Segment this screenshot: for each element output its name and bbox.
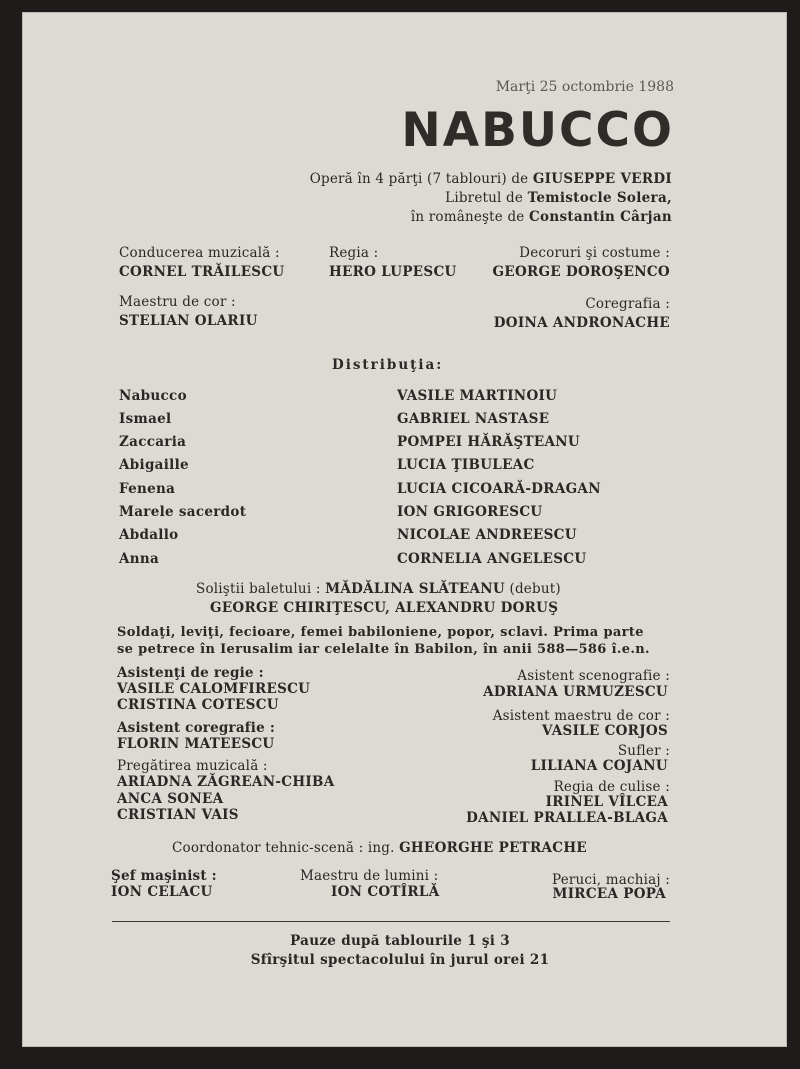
cast-role: Abigaille bbox=[119, 457, 189, 473]
cast-singer: LUCIA ŢIBULEAC bbox=[397, 457, 535, 473]
cast-singer: VASILE MARTINOIU bbox=[397, 388, 558, 404]
cast-singer: LUCIA CICOARĂ-DRAGAN bbox=[397, 481, 601, 497]
performance-date: Marţi 25 octombrie 1988 bbox=[495, 79, 674, 95]
design-label: Decoruri şi costume : bbox=[519, 245, 670, 261]
cast-singer: POMPEI HĂRĂŞTEANU bbox=[397, 434, 581, 450]
assistant-director-label: Asistenţi de regie : bbox=[117, 665, 264, 681]
cast-role: Nabucco bbox=[119, 388, 187, 404]
assistant-choreography-label: Asistent coregrafie : bbox=[117, 720, 276, 736]
musical-preparation-name: ARIADNA ZĂGREAN-CHIBA bbox=[117, 774, 335, 790]
conductor-label: Conducerea muzicală : bbox=[119, 245, 280, 261]
assistant-scenography-label: Asistent scenografie : bbox=[517, 668, 670, 684]
assistant-director-name: VASILE CALOMFIRESCU bbox=[117, 681, 311, 697]
chief-machinist-name: ION CELACU bbox=[111, 884, 213, 900]
ballet-other-soloists: GEORGE CHIRIŢESCU, ALEXANDRU DORUŞ bbox=[210, 600, 559, 616]
setting-line-2: se petrece în Ierusalim iar celelalte în Babilon, în anii 588—586 î.e.n. bbox=[117, 642, 650, 657]
wigs-makeup-name: MIRCEA POPA bbox=[552, 886, 666, 902]
librettist-name: Temistocle Solera, bbox=[527, 190, 672, 206]
cast-singer: ION GRIGORESCU bbox=[397, 504, 543, 520]
conductor-name: CORNEL TRĂILESCU bbox=[119, 264, 285, 280]
libretto-prefix: Libretul de bbox=[445, 190, 528, 206]
intermissions-note: Pauze după tablourile 1 şi 3 bbox=[290, 933, 510, 949]
subtitle-prefix: Operă în 4 părţi (7 tablouri) de bbox=[309, 171, 533, 187]
technical-coordinator-name: GHEORGHE PETRACHE bbox=[399, 840, 587, 856]
choreography-label: Coregrafia : bbox=[585, 296, 670, 312]
stage-management-name: DANIEL PRALLEA-BLAGA bbox=[466, 810, 668, 826]
subtitle-line-3 bbox=[411, 209, 672, 225]
ballet-label: Soliştii baletului : bbox=[196, 581, 321, 597]
cast-role: Zaccaria bbox=[119, 434, 187, 450]
cast-singer: GABRIEL NASTASE bbox=[397, 411, 550, 427]
lighting-master-name: ION COTÎRLĂ bbox=[331, 884, 440, 900]
director-label: Regia : bbox=[329, 245, 379, 261]
musical-preparation-name: ANCA SONEA bbox=[117, 791, 224, 807]
translation-prefix: în româneşte de bbox=[410, 209, 529, 225]
musical-preparation-name: CRISTIAN VAIS bbox=[117, 807, 239, 823]
composer-name: GIUSEPPE VERDI bbox=[532, 171, 672, 187]
chorus-master-label: Maestru de cor : bbox=[119, 294, 236, 310]
cast-role: Marele sacerdot bbox=[119, 504, 247, 520]
cast-heading: Distribuţia: bbox=[332, 357, 444, 373]
cast-role: Anna bbox=[119, 551, 160, 567]
cast-role: Fenena bbox=[119, 481, 176, 497]
lighting-master-label: Maestru de lumini : bbox=[300, 868, 439, 884]
technical-coordinator-line bbox=[172, 840, 587, 856]
prompter-label: Sufler : bbox=[617, 743, 670, 759]
end-time-note: Sfîrşitul spectacolului în jurul orei 21 bbox=[250, 952, 550, 968]
debut-note: (debut) bbox=[509, 581, 561, 597]
design-name: GEORGE DOROŞENCO bbox=[492, 264, 670, 280]
setting-line-1: Soldaţi, leviţi, fecioare, femei babiloniene, popor, sclavi. Prima parte bbox=[117, 625, 644, 640]
prompter-name: LILIANA COJANU bbox=[530, 758, 668, 774]
choreographer-name: DOINA ANDRONACHE bbox=[493, 315, 670, 331]
assistant-director-name: CRISTINA COTESCU bbox=[117, 697, 279, 713]
assistant-scenographer-name: ADRIANA URMUZESCU bbox=[483, 684, 668, 700]
cast-role: Ismael bbox=[119, 411, 172, 427]
chief-machinist-label: Şef maşinist : bbox=[111, 868, 217, 884]
stage-management-label: Regia de culise : bbox=[553, 779, 670, 795]
translator-name: Constantin Cârjan bbox=[529, 209, 672, 225]
assistant-choreographer-name: FLORIN MATEESCU bbox=[117, 736, 275, 752]
musical-preparation-label: Pregătirea muzicală : bbox=[117, 758, 268, 774]
director-name: HERO LUPESCU bbox=[329, 264, 457, 280]
chorus-master-name: STELIAN OLARIU bbox=[119, 313, 258, 329]
assistant-chorus-master-label: Asistent maestru de cor : bbox=[492, 708, 670, 724]
cast-singer: NICOLAE ANDREESCU bbox=[397, 527, 577, 543]
cast-singer: CORNELIA ANGELESCU bbox=[397, 551, 587, 567]
subtitle-line-1 bbox=[310, 171, 672, 187]
divider-rule bbox=[112, 921, 670, 922]
technical-coordinator-label: Coordonator tehnic-scenă : ing. bbox=[172, 840, 395, 856]
assistant-chorus-master-name: VASILE CORJOS bbox=[542, 723, 668, 739]
opera-title: NABUCCO bbox=[401, 103, 674, 158]
subtitle-line-2 bbox=[445, 190, 672, 206]
ballet-soloist: MĂDĂLINA SLĂTEANU bbox=[325, 581, 505, 597]
cast-role: Abdallo bbox=[119, 527, 179, 543]
stage-management-name: IRINEL VÎLCEA bbox=[545, 794, 668, 810]
wigs-makeup-label: Peruci, machiaj : bbox=[552, 872, 670, 888]
ballet-soloists-line bbox=[196, 581, 561, 597]
